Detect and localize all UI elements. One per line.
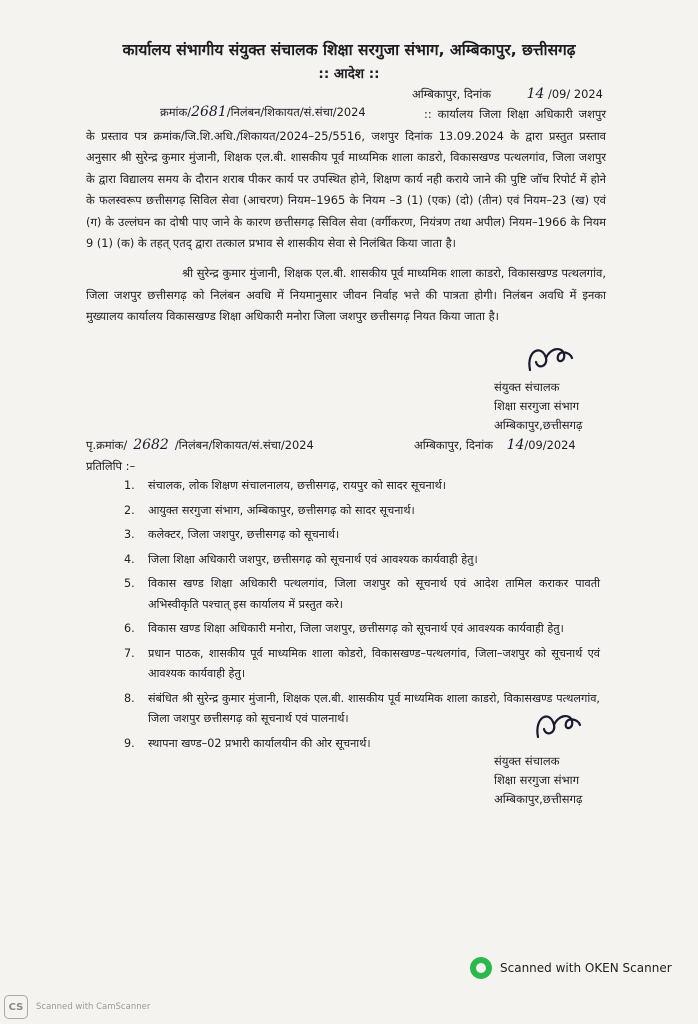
camscanner-logo-icon: CS <box>4 995 28 1019</box>
copy-list-item-number: 2. <box>124 503 135 517</box>
copy-list-item-text: संचालक, लोक शिक्षण संचालनालय, छत्तीसगढ़, रायपुर को सादर सूचनार्थ। <box>148 479 447 492</box>
copy-list-item-number: 6. <box>124 622 135 635</box>
copy-list-item-text: कलेक्टर, जिला जशपुर, छत्तीसगढ़ को सूचनार्थ। <box>148 528 340 541</box>
order-paragraph-1: :: कार्यालय जिला शिक्षा अधिकारी जशपुर के प्रस्ताव पत्र क्रमांक/जि.शि.अधि./शिकायत/2024–25/5516, जशपुर दिनांक 13.09.2024 के द्वारा प्रस्तुत प्रस्ताव अनुसार श्री सुरेन्द्र कुमार मुंजानी, शिक्षक एल.बी. शासकीय पूर्व माध्यमिक शाला काडरो, विकासखण्ड पत्थलगांव, जिला जशपुर के द्वारा विद्यालय समय के दौरान शराब पीकर कार्य पर उपस्थित होने, शिक्षण कार्य नही कराये जाने की पुष्टि जॉच रिपोर्ट में होने के फलस्वरूप छत्तीसगढ़ सिविल सेवा (आचरण) नियम–1965 के नियम –3 (1) (एक) (दो) (तीन) एवं नियम–23 (ख) एवं (ग) के उल्लंघन का दोषी पाए जाने के कारण छत्तीसगढ़ सिविल सेवा (वर्गीकरण, नियंत्रण तथा अपील) नियम–1966 के नियम 9 (1) (क) के तहत् एतद् द्वारा तत्काल प्रभाव से शासकीय सेवा से निलंबित किया जाता है। <box>86 107 606 250</box>
order-number-prefix: क्रमांक/ <box>160 105 192 119</box>
order-date-suffix: /09/ 2024 <box>548 87 603 101</box>
copy-list-item-number: 5. <box>124 577 135 590</box>
copy-list-item-text: प्रधान पाठक, शासकीय पूर्व माध्यमिक शाला कोडरो, विकासखण्ड–पत्थलगांव, जिला–जशपुर को सूचनार्थ एवं आवश्यक कार्यवाही हेतु। <box>148 646 600 680</box>
copy-list-item-text: स्थापना खण्ड–02 प्रभारी कार्यालयीन की ओर सूचनार्थ। <box>148 736 371 750</box>
copy-list-item <box>120 574 600 615</box>
order-heading: :: आदेश :: <box>318 66 380 82</box>
copy-list-item <box>120 644 600 685</box>
office-title: कार्यालय संभागीय संयुक्त संचालक शिक्षा सरगुजा संभाग, अम्बिकापुर, छत्तीसगढ़ <box>122 41 576 59</box>
signature-2-scribble <box>526 705 586 747</box>
signature-1-designation: संयुक्त संचालक <box>494 380 560 394</box>
signature-2-department: शिक्षा सरगुजा संभाग <box>494 773 580 787</box>
copy-list-item-text: संबंधित श्री सुरेन्द्र कुमार मुंजानी, शिक्षक एल.बी. शासकीय पूर्व माध्यमिक शाला काडरो, विकासखण्ड पत्थलगांव, जिला जशपुर छत्तीसगढ़ को सूचनार्थ एवं पालनार्थ। <box>148 691 600 725</box>
signature-1-scribble <box>520 340 580 380</box>
copy-list-item <box>120 619 600 640</box>
signature-2-designation: संयुक्त संचालक <box>494 754 560 768</box>
copy-list-item-number: 7. <box>124 646 135 660</box>
endorsement-date-suffix: /09/2024 <box>524 438 576 452</box>
copy-to-label: प्रतिलिपि :– <box>86 459 136 473</box>
copy-list-item-text: विकास खण्ड शिक्षा अधिकारी पत्थलगांव, जिला जशपुर को सूचनार्थ एवं आदेश तामिल कराकर पावती अभिस्वीकृति पश्चात् इस कार्यालय में प्रस्तुत करे। <box>148 577 600 611</box>
signature-1-department: शिक्षा सरगुजा संभाग <box>494 399 580 413</box>
camscanner-watermark-text: Scanned with CamScanner <box>36 1002 151 1012</box>
endorsement-date-line <box>414 437 576 453</box>
signature-block-1 <box>494 378 582 435</box>
camscanner-watermark <box>4 995 150 1019</box>
copy-list-item-number: 1. <box>124 479 135 492</box>
endorsement-number-handwritten: 2682 <box>133 437 169 453</box>
copy-list-item-text: आयुक्त सरगुजा संभाग, अम्बिकापुर, छत्तीसगढ़ को सादर सूचनार्थ। <box>148 503 415 517</box>
signature-1-location: अम्बिकापुर,छत्तीसगढ़ <box>494 418 583 432</box>
endorsement-day-handwritten: 14 <box>506 437 525 453</box>
copy-list-item-number: 4. <box>124 552 135 566</box>
order-date-line <box>412 86 603 102</box>
signature-block-2 <box>494 752 582 809</box>
copy-list-item <box>120 550 600 571</box>
oken-watermark-text: Scanned with OKEN Scanner <box>500 961 672 975</box>
oken-scanner-watermark <box>470 957 672 979</box>
copy-list-item-number: 9. <box>124 736 135 750</box>
endorsement-number-suffix: /निलंबन/शिकायत/सं.संचा/2024 <box>174 438 314 452</box>
copy-list-item-number: 3. <box>124 528 135 541</box>
order-paragraph-2: श्री सुरेन्द्र कुमार मुंजानी, शिक्षक एल.बी. शासकीय पूर्व माध्यमिक शाला काडरो, विकासखण्ड पत्थलगांव, जिला जशपुर छत्तीसगढ़ को निलंबन अवधि में नियमानुसार जीवन निर्वाह भत्ते की पात्रता होगी। निलंबन अवधि में इनका मुख्यालय कार्यालय विकासखण्ड शिक्षा अधिकारी मनोरा जिला जशपुर छत्तीसगढ़ नियत किया जाता है। <box>86 266 606 323</box>
endorsement-place-date-label: अम्बिकापुर, दिनांक <box>414 438 493 452</box>
order-number-suffix: /निलंबन/शिकायत/सं.संचा/2024 <box>226 105 366 119</box>
order-day-handwritten: 14 <box>526 86 545 102</box>
endorsement-number-line <box>86 437 314 453</box>
copy-list-item-text: विकास खण्ड शिक्षा अधिकारी मनोरा, जिला जशपुर, छत्तीसगढ़ को सूचनार्थ एवं आवश्यक कार्यवाही हेतु। <box>148 622 564 635</box>
order-place-date-label: अम्बिकापुर, दिनांक <box>412 87 491 101</box>
copy-list-item <box>120 476 600 497</box>
copy-list-item <box>120 525 600 546</box>
copy-list-item-text: जिला शिक्षा अधिकारी जशपुर, छत्तीसगढ़ को सूचनार्थ एवं आवश्यक कार्यवाही हेतु। <box>148 552 478 566</box>
copy-list-item <box>120 501 600 522</box>
order-number-handwritten: 2681 <box>191 104 227 120</box>
oken-logo-icon <box>470 957 492 979</box>
endorsement-number-prefix: पृ.क्रमांक/ <box>86 438 128 452</box>
copy-list-item-number: 8. <box>124 691 135 705</box>
signature-2-location: अम्बिकापुर,छत्तीसगढ़ <box>494 792 583 806</box>
